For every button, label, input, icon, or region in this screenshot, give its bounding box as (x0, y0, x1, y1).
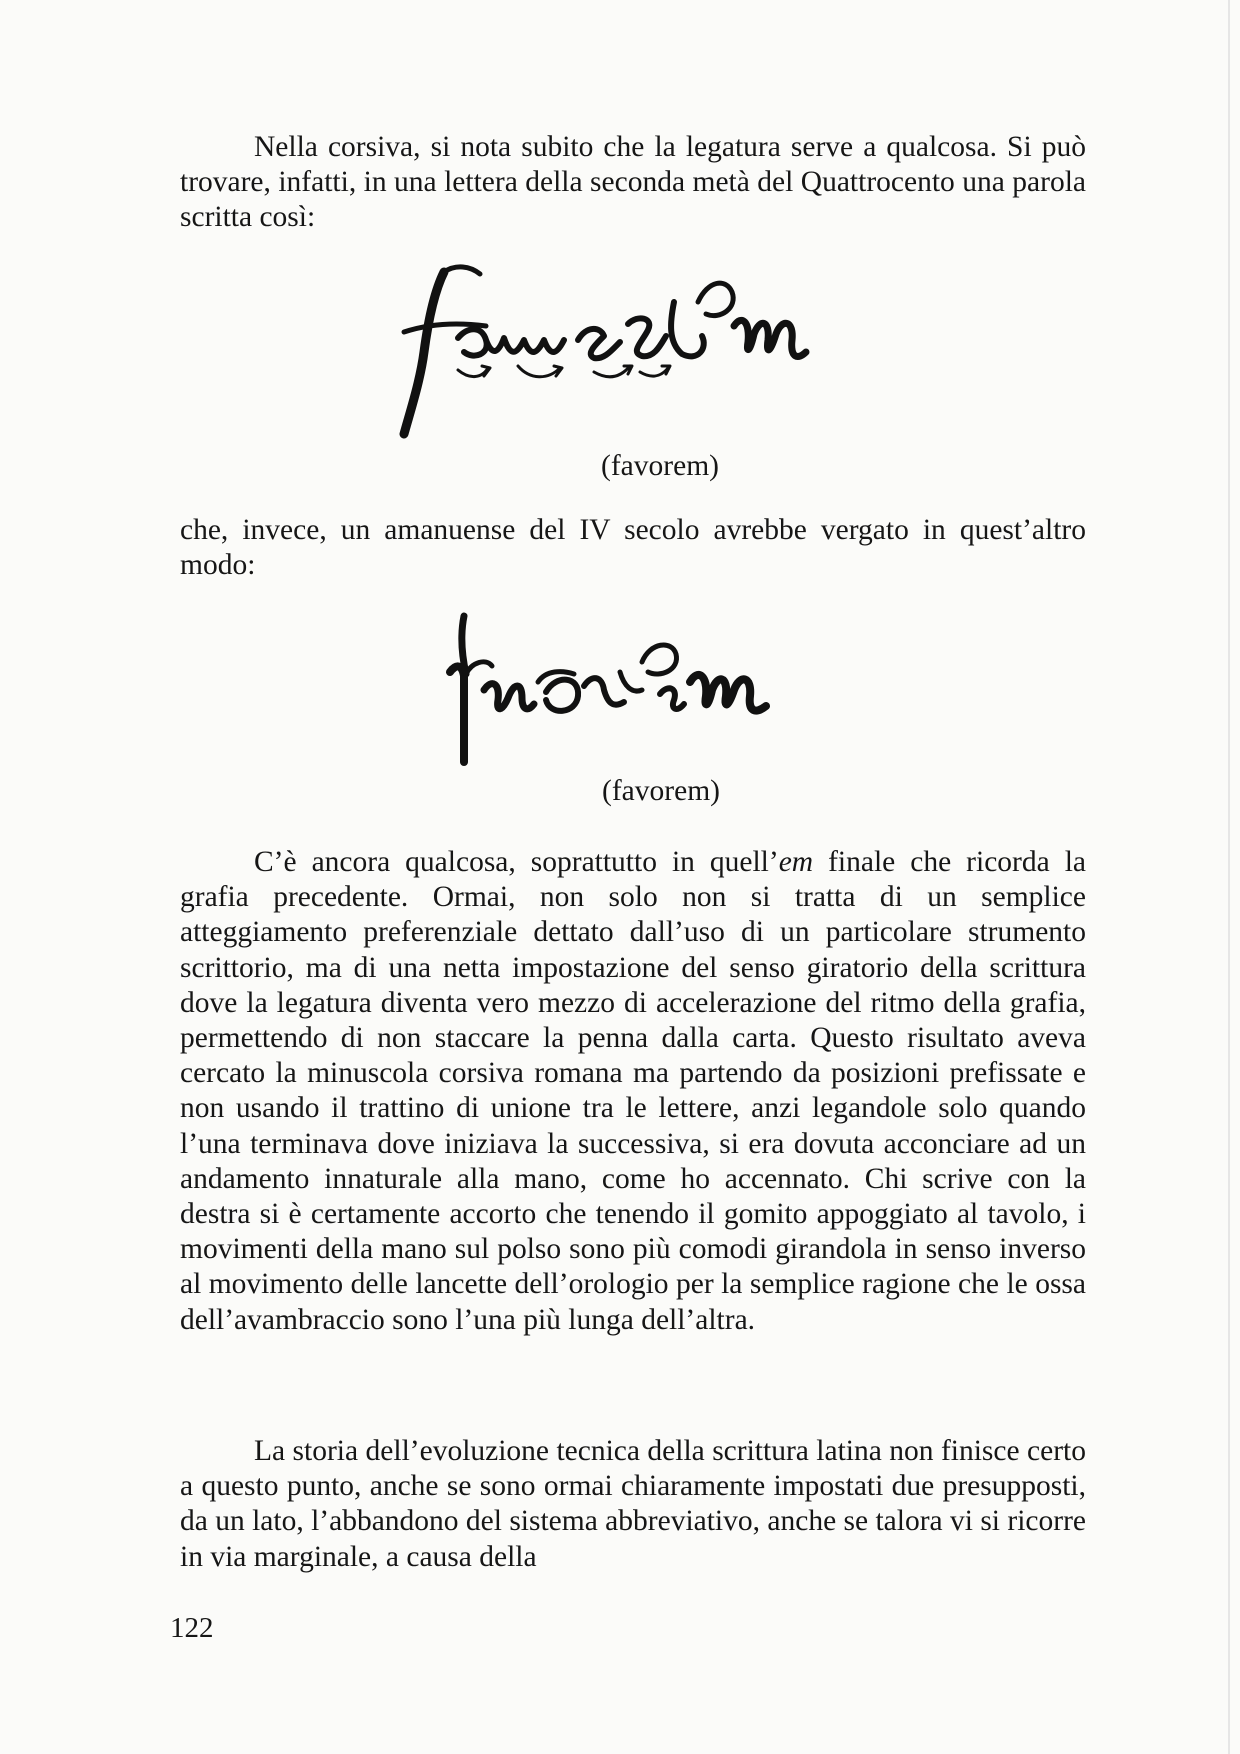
caption-favorem-2: (favorem) (602, 775, 720, 807)
middle-paragraph: che, invece, un amanuense del IV secolo avrebbe vergato in quest’altro modo: (180, 514, 1086, 582)
handwritten-cursive-favorem-figure (398, 262, 882, 442)
intro-paragraph: Nella corsiva, si nota subito che la legatura serve a qualcosa. Si può trovare, infatti, in una lettera della seconda metà del Quattrocento una parola scritta così: (180, 131, 1086, 234)
body-text-rest: finale che ricorda la grafia precedente. Ormai, non solo non si tratta di un semplice atteggiamento preferenziale dettato dall’uso di un particolare strumento scrittorio, ma di una netta impostazione del senso giratorio della scrittura dove la legatura diventa vero mezzo di accelerazione del ritmo della grafia, permettendo di non staccare la penna dalla carta. Questo risultato aveva cercato la minuscola corsiva romana ma partendo da posizioni prefissate e non usando il trattino di unione tra le lettere, anzi legandole solo quando l’una terminava dove iniziava la successiva, si era dovuta acconciare ad un andamento innaturale alla mano, come ho accennato. Chi scrive con la destra si è certamente accorto che tenendo il gomito appoggiato al tavolo, i movimenti della mano sul polso sono più comodi girandola in senso inverso al movimento delle lancette dell’orologio per la semplice ragione che le ossa dell’avambraccio sono l’una più lunga dell’altra. (180, 846, 1086, 1336)
body-text-start: C’è ancora qualcosa, soprattutto in quell’ (254, 846, 779, 878)
em-italic-word: em (778, 846, 814, 878)
handwritten-fourth-century-favorem-figure (428, 612, 852, 772)
caption-favorem-1: (favorem) (601, 450, 719, 482)
last-paragraph: La storia dell’evoluzione tecnica della scrittura latina non finisce certo a questo punto, anche se sono ormai chiaramente impostati due presupposti, da un lato, l’abbandono del sistema abbreviativo, anche se talora vi si ricorre in via marginale, a causa della (180, 1435, 1086, 1573)
body-paragraph (180, 845, 1086, 1338)
page-number: 122 (170, 1612, 214, 1644)
page-edge-shadow (1228, 0, 1230, 1754)
